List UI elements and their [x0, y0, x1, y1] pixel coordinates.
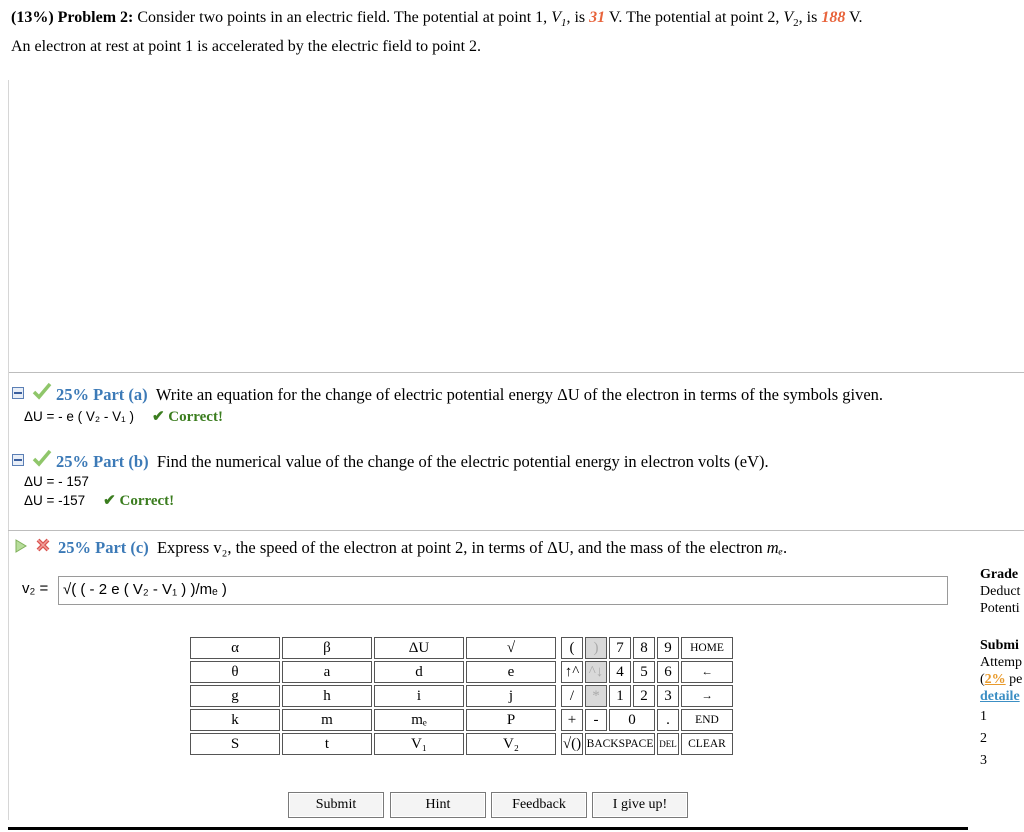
part-c-header: 25% Part (c) Express v₂, the speed of the electron at point 2, in terms of ΔU, and the mass of the electron mₑ.	[58, 538, 788, 557]
v2-subscript: 2	[793, 17, 799, 30]
key-m[interactable]: m	[282, 709, 372, 731]
key-slash[interactable]: /	[561, 685, 583, 707]
percent-value: 2%	[984, 672, 1006, 687]
v1-symbol: V	[551, 9, 561, 26]
part-c-input-label: v₂ =	[22, 580, 49, 597]
part-c-symbol: mₑ	[766, 538, 783, 557]
key-v1[interactable]: V₁	[374, 733, 464, 755]
attempt-row: 1	[980, 709, 987, 724]
part-b-label: 25% Part (b)	[56, 452, 149, 471]
section-divider	[8, 372, 1024, 373]
play-arrow-icon[interactable]	[14, 539, 28, 558]
symbol-keyboard	[188, 635, 558, 757]
collapse-icon[interactable]	[12, 453, 24, 471]
key-open-paren[interactable]: (	[561, 637, 583, 659]
v1-subscript: 1	[560, 17, 567, 30]
key-theta[interactable]: θ	[190, 661, 280, 683]
v1-value: 31	[589, 9, 606, 26]
answer-input[interactable]	[58, 576, 948, 605]
problem-text-5: V.	[849, 9, 863, 26]
key-9[interactable]: 9	[657, 637, 679, 659]
key-8[interactable]: 8	[633, 637, 655, 659]
part-a-answer: ΔU = - e ( V₂ - V₁ )	[24, 409, 134, 424]
percent-per: pe	[1005, 672, 1023, 687]
part-a-header	[56, 385, 883, 405]
deduction-label: Deduct	[980, 584, 1021, 599]
part-b-answer-row	[24, 491, 174, 510]
attempt-row: 3	[980, 753, 987, 768]
key-delta-u[interactable]: ΔU	[374, 637, 464, 659]
key-j[interactable]: j	[466, 685, 556, 707]
key-i[interactable]: i	[374, 685, 464, 707]
part-b-header	[56, 452, 769, 472]
attempts-label: Attemp	[980, 655, 1022, 670]
key-up-caret[interactable]: ↑^	[561, 661, 583, 683]
grade-panel	[980, 566, 1024, 617]
key-h[interactable]: h	[282, 685, 372, 707]
key-home[interactable]: HOME	[681, 637, 733, 659]
part-a-question: Write an equation for the change of electric potential energy ΔU of the electron in terms of the symbols given.	[155, 385, 884, 404]
submit-button[interactable]: Submit	[288, 792, 384, 818]
part-a-answer-row	[24, 407, 223, 426]
key-sqrt[interactable]: √	[466, 637, 556, 659]
submissions-panel	[980, 637, 1024, 772]
submissions-heading: Submi	[980, 638, 1019, 653]
key-m-e[interactable]: mₑ	[374, 709, 464, 731]
bottom-rule	[8, 827, 968, 830]
problem-text-1: Consider two points in an electric field. The potential at point 1,	[137, 9, 548, 26]
key-a[interactable]: a	[282, 661, 372, 683]
problem-line-2: An electron at rest at point 1 is accelerated by the electric field to point 2.	[11, 38, 482, 56]
key-5[interactable]: 5	[633, 661, 655, 683]
give-up-button[interactable]: I give up!	[592, 792, 688, 818]
key-beta[interactable]: β	[282, 637, 372, 659]
key-p[interactable]: P	[466, 709, 556, 731]
key-6[interactable]: 6	[657, 661, 679, 683]
key-k[interactable]: k	[190, 709, 280, 731]
key-g[interactable]: g	[190, 685, 280, 707]
part-b-status: ✔ Correct!	[103, 493, 175, 509]
details-link[interactable]: detaile	[980, 689, 1020, 704]
v2-value: 188	[821, 9, 846, 26]
key-right-arrow[interactable]: →	[681, 685, 733, 707]
problem-text-2: , is	[566, 9, 586, 26]
percent-open: (	[980, 672, 985, 687]
numeric-keypad	[559, 635, 735, 757]
key-alpha[interactable]: α	[190, 637, 280, 659]
key-dot[interactable]: .	[657, 709, 679, 731]
part-c-question: Express v₂, the speed of the electron at point 2, in terms of ΔU, and the mass of the electron	[156, 538, 763, 557]
key-del[interactable]: DEL	[657, 733, 679, 755]
part-a-status: ✔ Correct!	[151, 409, 223, 425]
checkmark-icon	[32, 382, 52, 405]
part-b-answer-1: ΔU = - 157	[24, 474, 89, 489]
part-b-question: Find the numerical value of the change of the electric potential energy in electron volts (eV).	[156, 452, 769, 471]
key-d[interactable]: d	[374, 661, 464, 683]
problem-statement	[11, 6, 1016, 59]
key-t[interactable]: t	[282, 733, 372, 755]
problem-text-3: V. The potential at point 2,	[608, 9, 780, 26]
left-border	[8, 80, 9, 820]
key-3[interactable]: 3	[657, 685, 679, 707]
part-a-label: 25% Part (a)	[56, 385, 148, 404]
key-s[interactable]: S	[190, 733, 280, 755]
key-sqrt-paren[interactable]: √()	[561, 733, 583, 755]
v2-symbol: V	[783, 9, 794, 26]
incorrect-x-icon	[35, 537, 51, 558]
hint-button[interactable]: Hint	[390, 792, 486, 818]
key-v2[interactable]: V₂	[466, 733, 556, 755]
potential-label: Potenti	[980, 601, 1020, 616]
key-7[interactable]: 7	[609, 637, 631, 659]
problem-weight: (13%)	[11, 9, 54, 26]
part-b-answer-2: ΔU = -157	[24, 493, 86, 508]
key-backspace[interactable]: BACKSPACE	[585, 733, 655, 755]
problem-title: Problem 2:	[57, 9, 134, 26]
problem-text-4: , is	[798, 9, 818, 26]
key-close-paren[interactable]: )	[585, 637, 607, 659]
percent-row	[980, 671, 1024, 688]
key-plus[interactable]: +	[561, 709, 583, 731]
grade-heading: Grade	[980, 567, 1019, 582]
section-divider	[8, 530, 1024, 531]
feedback-button[interactable]: Feedback	[491, 792, 587, 818]
attempt-rows	[980, 706, 1024, 772]
key-1[interactable]: 1	[609, 685, 631, 707]
key-e[interactable]: e	[466, 661, 556, 683]
attempt-row: 2	[980, 731, 987, 746]
key-caret-down[interactable]: ^↓	[585, 661, 607, 683]
key-clear[interactable]: CLEAR	[681, 733, 733, 755]
key-star[interactable]: *	[585, 685, 607, 707]
part-c-label: 25% Part (c)	[58, 538, 149, 557]
key-left-arrow[interactable]: ←	[681, 661, 733, 683]
key-end[interactable]: END	[681, 709, 733, 731]
checkmark-icon	[32, 449, 52, 472]
key-minus[interactable]: -	[585, 709, 607, 731]
key-2[interactable]: 2	[633, 685, 655, 707]
answer-input-value: √( ( - 2 e ( V₂ - V₁ ) )/mₑ )	[63, 581, 227, 598]
key-4[interactable]: 4	[609, 661, 631, 683]
key-0[interactable]: 0	[609, 709, 655, 731]
collapse-icon[interactable]	[12, 386, 24, 404]
